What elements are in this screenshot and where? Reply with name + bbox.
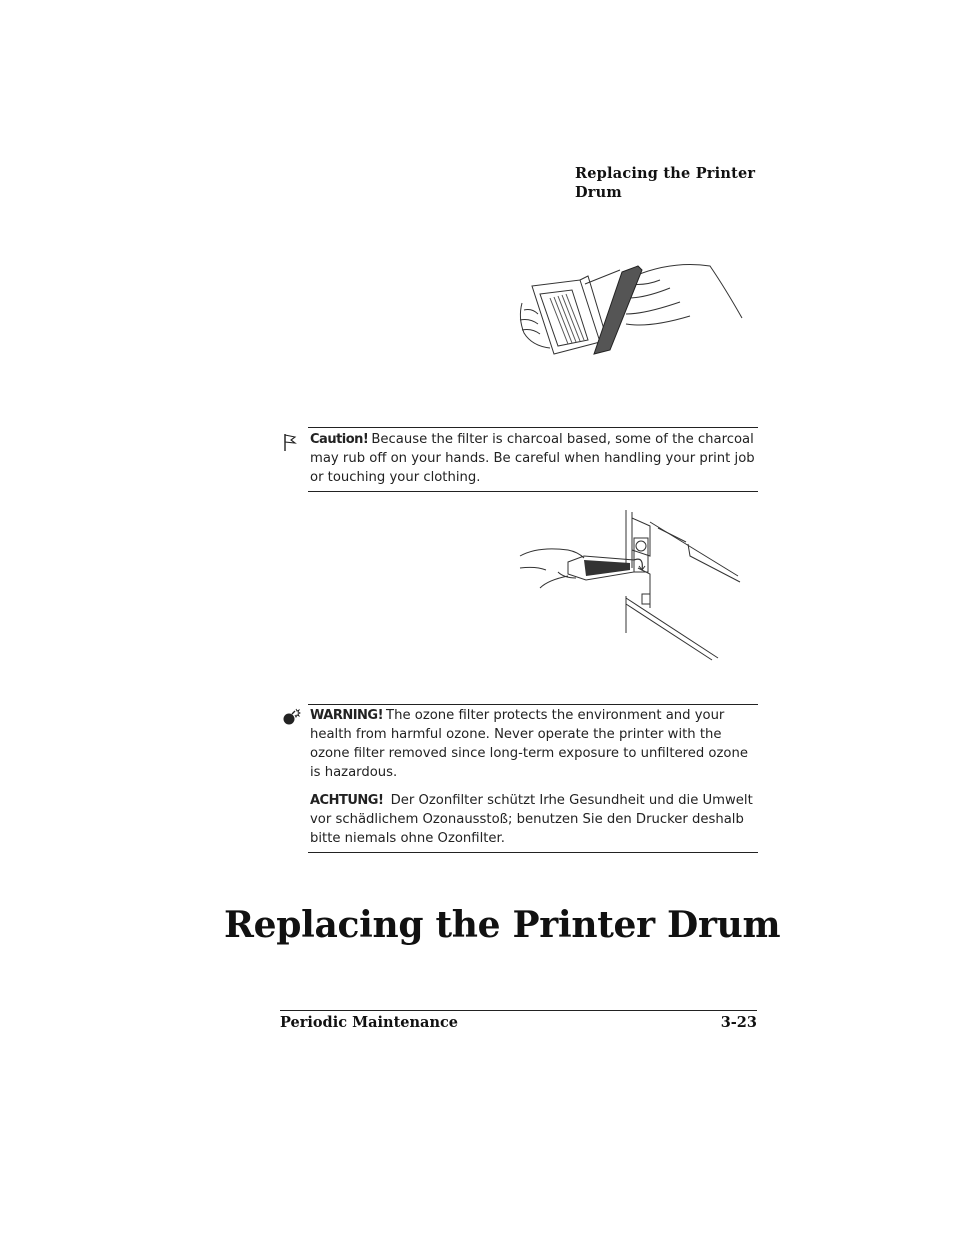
warning-text: The ozone filter protects the environment and your health from harmful ozone. Never operate the printer with the ozone filter removed since long-term exposure to unfiltered ozone is hazardous. [310, 708, 748, 780]
section-title: Replacing the Printer Drum [224, 904, 781, 946]
achtung-text: Der Ozonfilter schützt Irhe Gesundheit und die Umwelt vor schädlichem Ozonausstoß; benutzen Sie den Drucker deshalb bitte niemals ohne Ozonfilter. [310, 793, 753, 846]
warning-bomb-icon [282, 708, 302, 731]
footer-chapter: Periodic Maintenance [280, 1014, 459, 1031]
footer-page-number: 3-23 [720, 1014, 757, 1031]
achtung-label: ACHTUNG! [310, 793, 384, 808]
caution-flag-icon [282, 432, 298, 457]
warning-notice [310, 706, 758, 848]
figure-filter-insertion [518, 508, 748, 663]
caution-text: Because the filter is charcoal based, some of the charcoal may rub off on your hands. Be careful when handling your print job or touching your clothing. [310, 432, 755, 485]
filter-hands-icon [510, 258, 760, 368]
caution-label: Caution! [310, 432, 369, 447]
caution-notice [310, 430, 758, 487]
running-header: Replacing the Printer Drum [575, 165, 756, 201]
warning-bottom-rule [308, 852, 758, 853]
footer-rule [280, 1010, 757, 1011]
caution-top-rule [308, 427, 758, 428]
caution-bottom-rule [308, 491, 758, 492]
filter-insertion-icon [518, 508, 748, 663]
warning-top-rule [308, 704, 758, 705]
figure-filter-hands [510, 258, 760, 368]
warning-label: WARNING! [310, 708, 384, 723]
